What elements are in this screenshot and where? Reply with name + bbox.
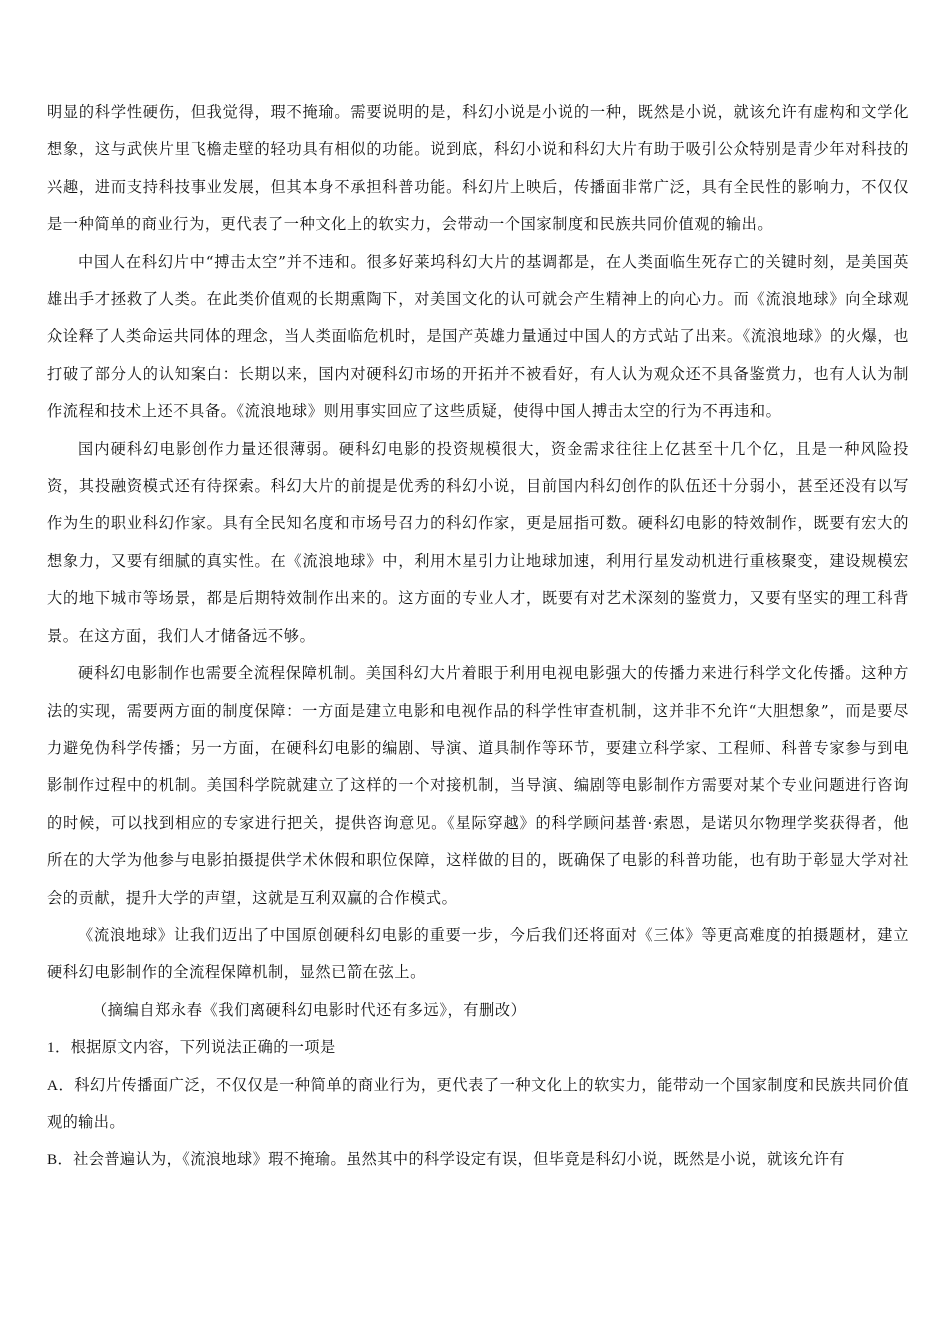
passage-paragraph-5: 《流浪地球》让我们迈出了中国原创硬科幻电影的重要一步，今后我们还将面对《三体》等更高难度的拍摄题材，建立硬科幻电影制作的全流程保障机制，显然已箭在弦上。	[47, 925, 909, 982]
passage-paragraph-1: 明显的科学性硬伤，但我觉得，瑕不掩瑜。需要说明的是，科幻小说是小说的一种，既然是小说，就该允许有虚构和文学化想象，这与武侠片里飞檐走壁的轻功具有相似的功能。说到底，科幻小说和科幻大片有助于吸引公众特别是青少年对科技的兴趣，进而支持科技事业发展，但其本身不承担科普功能。科幻片上映后，传播面非常广泛，具有全民性的影响力，不仅仅是一种简单的商业行为，更代表了一种文化上的软实力，会带动一个国家制度和民族共同价值观的输出。	[47, 103, 909, 234]
question-1-stem: 1．根据原文内容，下列说法正确的一项是	[47, 1039, 336, 1057]
document-page	[47, 94, 909, 1179]
passage-paragraph-3: 国内硬科幻电影创作力量还很薄弱。硬科幻电影的投资规模很大，资金需求往往上亿甚至十几个亿，且是一种风险投资，其投融资模式还有待探索。科幻大片的前提是优秀的科幻小说，目前国内科幻创作的队伍还十分弱小，甚至还没有以写作为生的职业科幻作家。具有全民知名度和市场号召力的科幻作家，更是屈指可数。硬科幻电影的特效制作，既要有宏大的想象力，又要有细腻的真实性。在《流浪地球》中，利用木星引力让地球加速，利用行星发动机进行重核聚变，建设规模宏大的地下城市等场景，都是后期特效制作出来的。这方面的专业人才，既要有对艺术深刻的鉴赏力，又要有坚实的理工科背景。在这方面，我们人才储备远不够。	[47, 439, 909, 645]
passage-source: （摘编自郑永春《我们离硬科幻电影时代还有多远》，有删改）	[92, 1000, 527, 1019]
question-1-option-b: B．社会普遍认为，《流浪地球》瑕不掩瑜。虽然其中的科学设定有误，但毕竟是科幻小说，既然是小说，就该允许有	[47, 1151, 845, 1169]
question-1-option-a: A．科幻片传播面广泛，不仅仅是一种简单的商业行为，更代表了一种文化上的软实力，能带动一个国家制度和民族共同价值观的输出。	[47, 1076, 909, 1131]
passage-paragraph-4: 硬科幻电影制作也需要全流程保障机制。美国科幻大片着眼于利用电视电影强大的传播力来进行科学文化传播。这种方法的实现，需要两方面的制度保障：一方面是建立电影和电视作品的科学性审查机制，这并非不允许“大胆想象”，而是要尽力避免伪科学传播；另一方面，在硬科幻电影的编剧、导演、道具制作等环节，要建立科学家、工程师、科普专家参与到电影制作过程中的机制。美国科学院就建立了这样的一个对接机制，当导演、编剧等电影制作方需要对某个专业问题进行咨询的时候，可以找到相应的专家进行把关，提供咨询意见。《星际穿越》的科学顾问基普·索恩，是诺贝尔物理学奖获得者，他所在的大学为他参与电影拍摄提供学术休假和职位保障，这样做的目的，既确保了电影的科普功能，也有助于彰显大学对社会的贡献，提升大学的声望，这就是互利双赢的合作模式。	[47, 664, 909, 907]
passage-paragraph-2: 中国人在科幻片中“搏击太空”并不违和。很多好莱坞科幻大片的基调都是，在人类面临生死存亡的关键时刻，是美国英雄出手才拯救了人类。在此类价值观的长期熏陶下，对美国文化的认可就会产生精神上的向心力。而《流浪地球》向全球观众诠释了人类命运共同体的理念，当人类面临危机时，是国产英雄力量通过中国人的方式站了出来。《流浪地球》的火爆，也打破了部分人的认知案白：长期以来，国内对硬科幻市场的开拓并不被看好，有人认为观众还不具备鉴赏力，也有人认为制作流程和技术上还不具备。《流浪地球》则用事实回应了这些质疑，使得中国人搏击太空的行为不再违和。	[47, 252, 909, 421]
